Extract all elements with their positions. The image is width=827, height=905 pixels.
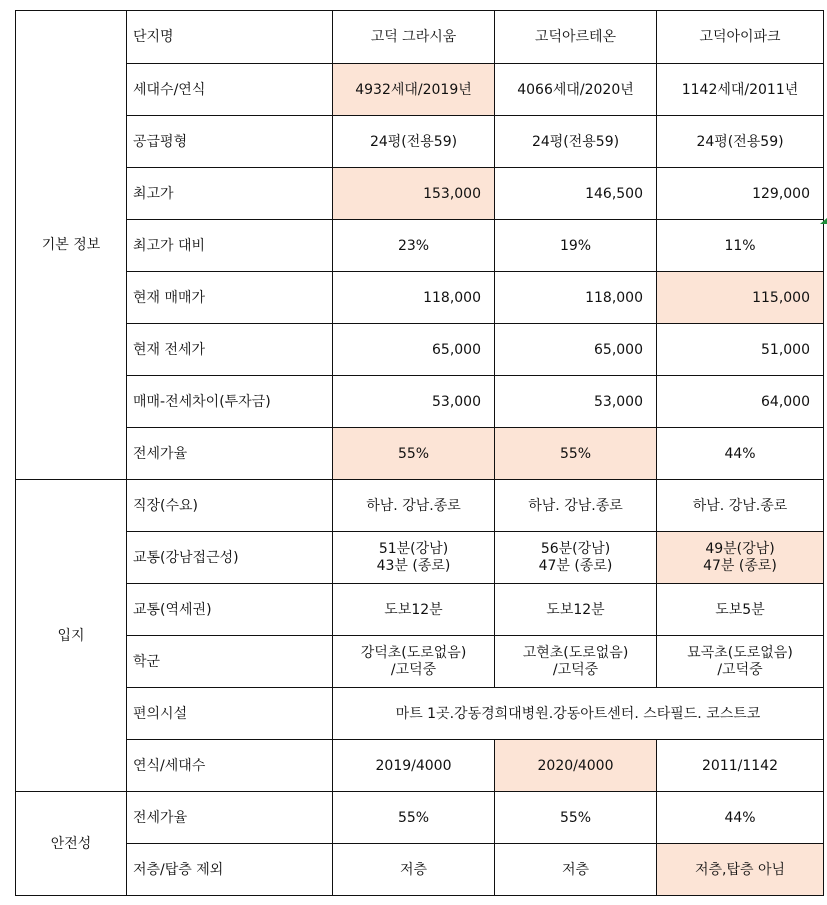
cell-line: 51분(강남)	[378, 540, 449, 557]
complex-name-2: 고덕아르테온	[495, 11, 657, 64]
row-label: 직장(수요)	[127, 480, 333, 532]
cell-line: /고덕중	[390, 661, 437, 678]
group-stability: 안전성	[16, 792, 127, 896]
table-cell: 51,000	[657, 324, 824, 376]
row-label: 학군	[127, 636, 333, 688]
row-label: 최고가	[127, 168, 333, 220]
complex-name-1: 고덕 그라시움	[333, 11, 495, 64]
table-cell: 24평(전용59)	[657, 116, 824, 168]
row-label: 현재 매매가	[127, 272, 333, 324]
table-cell: 저층	[333, 844, 495, 896]
table-cell: 153,000	[333, 168, 495, 220]
table-row	[16, 844, 824, 896]
table-cell: 도보12분	[495, 584, 657, 636]
table-cell: 4066세대/2020년	[495, 64, 657, 116]
table-cell: 저층	[495, 844, 657, 896]
table-cell: 19%	[495, 220, 657, 272]
table-cell: 118,000	[333, 272, 495, 324]
cell-line: /고덕중	[717, 661, 763, 678]
table-cell-merged: 마트 1곳.강동경희대병원.강동아트센터. 스타필드. 코스트코	[333, 688, 824, 740]
row-label: 편의시설	[127, 688, 333, 740]
row-label: 저층/탑층 제외	[127, 844, 333, 896]
table-cell: 53,000	[495, 376, 657, 428]
table-row	[16, 11, 824, 64]
cell-line: 47분 (종로)	[703, 557, 777, 574]
table-cell: 하남. 강남.종로	[495, 480, 657, 532]
table-row	[16, 636, 824, 688]
table-row	[16, 168, 824, 220]
table-row	[16, 688, 824, 740]
cell-line: 47분 (종로)	[538, 557, 613, 574]
table-row	[16, 324, 824, 376]
table-row	[16, 64, 824, 116]
cell-line: /고덕중	[552, 661, 599, 678]
row-label: 단지명	[127, 11, 333, 64]
table-row	[16, 272, 824, 324]
table-cell	[657, 532, 824, 584]
table-cell: 2019/4000	[333, 740, 495, 792]
cell-line: 43분 (종로)	[376, 557, 451, 574]
table-cell: 23%	[333, 220, 495, 272]
row-label: 공급평형	[127, 116, 333, 168]
row-label: 매매-전세차이(투자금)	[127, 376, 333, 428]
table-cell: 2020/4000	[495, 740, 657, 792]
table-cell: 도보12분	[333, 584, 495, 636]
row-label: 교통(역세권)	[127, 584, 333, 636]
table-cell: 24평(전용59)	[333, 116, 495, 168]
table-cell: 하남. 강남.종로	[333, 480, 495, 532]
cell-line: 49분(강남)	[705, 540, 775, 557]
group-basic-info: 기본 정보	[16, 11, 127, 480]
table-cell: 146,500	[495, 168, 657, 220]
row-label: 전세가율	[127, 428, 333, 480]
table-cell: 도보5분	[657, 584, 824, 636]
table-cell: 44%	[657, 428, 824, 480]
table-row	[16, 428, 824, 480]
table-cell: 55%	[495, 428, 657, 480]
row-label: 전세가율	[127, 792, 333, 844]
table-cell: 11%	[657, 220, 824, 272]
table-row	[16, 116, 824, 168]
table-cell: 65,000	[333, 324, 495, 376]
table-cell	[333, 636, 495, 688]
table-row	[16, 532, 824, 584]
table-cell	[657, 636, 824, 688]
table-cell: 1142세대/2011년	[657, 64, 824, 116]
table-cell: 53,000	[333, 376, 495, 428]
table-cell: 4932세대/2019년	[333, 64, 495, 116]
table-cell	[495, 532, 657, 584]
group-location: 입지	[16, 480, 127, 792]
table-cell: 55%	[333, 428, 495, 480]
table-cell: 115,000	[657, 272, 824, 324]
table-row	[16, 376, 824, 428]
cell-line: 강덕초(도로없음)	[360, 644, 467, 661]
complex-name-3: 고덕아이파크	[657, 11, 824, 64]
row-label: 세대수/연식	[127, 64, 333, 116]
table-cell: 2011/1142	[657, 740, 824, 792]
cell-line: 56분(강남)	[540, 540, 611, 557]
table-cell: 64,000	[657, 376, 824, 428]
cell-line: 묘곡초(도로없음)	[687, 644, 793, 661]
table-cell: 24평(전용59)	[495, 116, 657, 168]
row-label: 교통(강남접근성)	[127, 532, 333, 584]
table-cell	[333, 532, 495, 584]
table-cell: 하남. 강남.종로	[657, 480, 824, 532]
table-row	[16, 220, 824, 272]
cell-line: 고현초(도로없음)	[522, 644, 629, 661]
row-label: 최고가 대비	[127, 220, 333, 272]
table-cell: 65,000	[495, 324, 657, 376]
table-row	[16, 584, 824, 636]
table-row	[16, 792, 824, 844]
table-cell: 44%	[657, 792, 824, 844]
table-cell: 저층,탑층 아님	[657, 844, 824, 896]
table-cell: 55%	[495, 792, 657, 844]
table-cell: 118,000	[495, 272, 657, 324]
table-cell	[495, 636, 657, 688]
table-cell: 55%	[333, 792, 495, 844]
comparison-table	[15, 10, 824, 896]
table-cell: 129,000	[657, 168, 824, 220]
table-row	[16, 740, 824, 792]
row-label: 연식/세대수	[127, 740, 333, 792]
table-row	[16, 480, 824, 532]
row-label: 현재 전세가	[127, 324, 333, 376]
